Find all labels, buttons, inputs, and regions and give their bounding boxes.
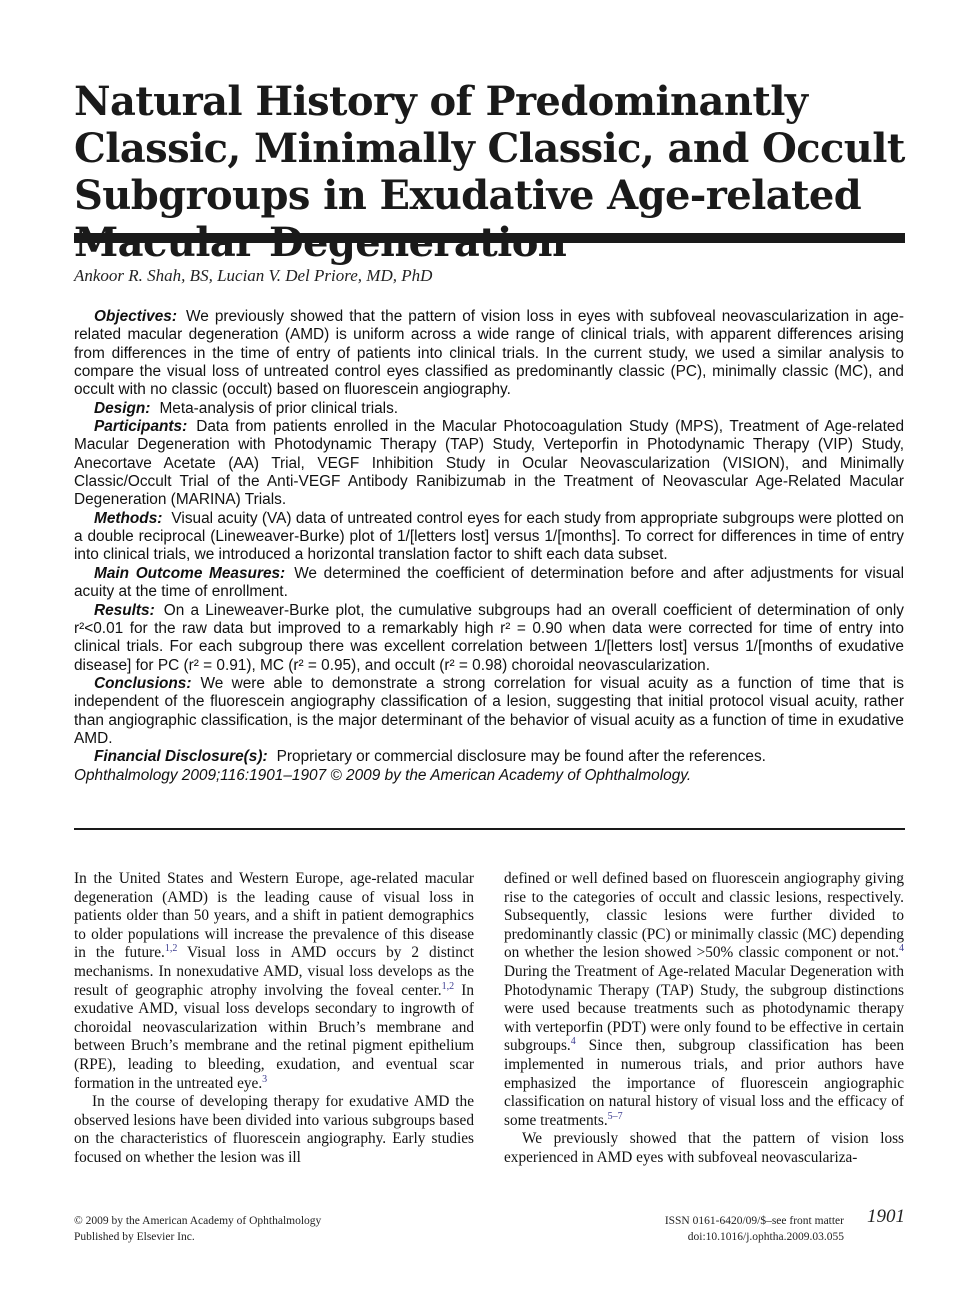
reference-link[interactable]: 4: [899, 943, 904, 955]
abstract-conclusions: [74, 675, 904, 748]
footer-copyright: © 2009 by the American Academy of Ophthalmology: [74, 1215, 322, 1227]
article-title: Natural History of Predominantly Classic, Minimally Classic, and Occult Subgroups in Exudative Age-related: [74, 78, 905, 219]
journal-citation: Ophthalmology 2009;116:1901–1907 © 2009 by the American Academy of Ophthalmology.: [74, 766, 692, 784]
body-column-left: [74, 870, 474, 1168]
abstract-rule: [74, 828, 905, 830]
author-list: Ankoor R. Shah, BS, Lucian V. Del Priore, MD, PhD: [74, 266, 433, 285]
abstract-disclosure: [74, 748, 904, 766]
abstract-participants: [74, 418, 904, 510]
abstract-label: Objectives:: [94, 308, 177, 325]
abstract-label: Conclusions:: [94, 674, 192, 692]
abstract-results: [74, 602, 904, 675]
reference-link[interactable]: 4: [570, 1036, 576, 1048]
body-column-right: [504, 870, 904, 1168]
body-text: In the United States and Western Europe, age-related macular degeneration (AMD) is the leading cause of visual loss in patients older than 50 years, and a shift in patient demographics to older populations will increase the prevalence of this disease in the future.: [74, 870, 474, 962]
body-paragraph: [504, 870, 904, 1130]
abstract-text: Visual acuity (VA) data of untreated control eyes for each study from appropriate subgroups were plotted on a double reciprocal (Lineweaver-Burke) plot of 1/[letters lost] versus 1/[months]. To correct for differences in time of entry into clinical trials, we introduced a horizontal translation factor to shift each data subset.: [74, 509, 904, 564]
abstract-text: On a Lineweaver-Burke plot, the cumulative subgroups had an overall coefficient of determination of only r²<0.01 for the raw data but improved to a remarkably high r² = 0.90 when data were corrected for time of entry into clinical trials. For each subgroup there was excellent correlation between 1/[letters lost] versus 1/[months of exudative disease] for PC (r² = 0.91), MC (r² = 0.95), and occult (r² = 0.98) choroidal neovascularization.: [74, 601, 904, 674]
body-paragraph: In the course of developing therapy for exudative AMD the observed lesions have been divided into various subgroups based on the characteristics of fluorescein angiography. Early studies focused on whether the lesion was ill: [74, 1093, 474, 1166]
abstract-label: Methods:: [94, 509, 163, 527]
body-paragraph: We previously showed that the pattern of vision loss experienced in AMD eyes with subfoveal neovasculariza-: [504, 1130, 904, 1166]
title-rule: [74, 233, 905, 243]
abstract-label: Financial Disclosure(s):: [94, 748, 268, 766]
abstract-label: Results:: [94, 601, 155, 619]
body-text: defined or well defined based on fluorescein angiography giving rise to the categories of occult and classic lesions, respectively. Subsequently, classic lesions were further divided to predominantly classic (PC) or minimally classic (MC) depending on whether the lesion showed >50% classic component or not.: [504, 870, 904, 962]
footer-issn: ISSN 0161-6420/09/$–see front matter: [664, 1215, 844, 1227]
abstract-label: Design:: [94, 399, 151, 417]
footer-right: [665, 1213, 844, 1245]
reference-link[interactable]: 1,2: [164, 943, 178, 955]
reference-link[interactable]: 3: [262, 1073, 268, 1085]
abstract-design: [74, 400, 904, 418]
abstract-methods: [74, 510, 904, 565]
footer-doi[interactable]: doi:10.1016/j.ophtha.2009.03.055: [687, 1231, 844, 1243]
abstract: [74, 308, 904, 785]
abstract-text: Meta-analysis of prior clinical trials.: [159, 399, 399, 417]
reference-link[interactable]: 1,2: [441, 980, 455, 992]
abstract-text: We determined the coefficient of determination before and after adjustments for visual acuity at the time of enrollment.: [74, 564, 904, 601]
abstract-objectives: [74, 308, 904, 400]
abstract-outcome: [74, 565, 904, 602]
body-paragraph: [74, 870, 474, 1093]
abstract-text: Data from patients enrolled in the Macular Photocoagulation Study (MPS), Treatment of Age-related Macular Degeneration with Photodynamic Therapy (TAP) Study, Verteporfin in Photodynamic Therapy (VIP) Study, Anecortave Acetate (AA) Trial, VEGF Inhibition Study in Ocular Neovascularization (VISION), and Minimally Classic/Occult Trial of the Anti-VEGF Antibody Ranibizumab in the Treatment of Neovascular Age-Related Macular Degeneration (MARINA) Trials.: [74, 418, 904, 509]
page-number: 1901: [867, 1206, 905, 1227]
body-text: In exudative AMD, visual loss develops secondary to ingrowth of choroidal neovascularization within Bruch’s membrane and between Bruch’s membrane and the retinal pigment epithelium (RPE), leading to bleeding, exudation, and eventual scar formation in the untreated eye.: [74, 981, 474, 1092]
footer-left: [74, 1213, 321, 1245]
body-text: Visual loss in AMD occurs by 2 distinct mechanisms. In nonexudative AMD, visual loss develops as the result of geographic atrophy involving the foveal center.: [74, 944, 474, 999]
abstract-label: Participants:: [94, 418, 188, 436]
abstract-text: We previously showed that the pattern of vision loss in eyes with subfoveal neovascularization in age-related macular degeneration (AMD) is uniform across a wide range of clinical trials, with apparent differences arising from differences in the time of entry of patients into clinical trials. In the current study, we used a similar analysis to compare the visual loss of untreated control eyes classified as predominantly classic (PC), minimally classic (MC), and occult with no classic (occult) based on fluorescein angiography.: [74, 308, 904, 399]
abstract-text: Proprietary or commercial disclosure may be found after the references.: [276, 748, 766, 766]
reference-link[interactable]: 5–7: [607, 1110, 623, 1122]
abstract-text: We were able to demonstrate a strong correlation for visual acuity as a function of time that is independent of the fluorescein angiography classification of a lesion, suggesting that initial protocol visual acuity, rather than angiographic classification, is the major determinant of the behavior of visual acuity as a function of time in exudative AMD.: [74, 674, 904, 747]
body-text: During the Treatment of Age-related Macular Degeneration with Photodynamic Therapy (TAP) Study, the subgroup distinctions were used because treatments such as photodynamic therapy with verteporfin (PDT) were only found to be effective in certain subgroups.: [504, 962, 904, 1055]
footer-publisher: Published by Elsevier Inc.: [74, 1231, 195, 1243]
body-text: Since then, subgroup classification has been implemented in numerous trials, and prior authors have emphasized the importance of fluorescein angiographic classification on natural history of visual loss and the efficacy of some treatments.: [504, 1037, 904, 1129]
abstract-label: Main Outcome Measures:: [94, 564, 286, 582]
